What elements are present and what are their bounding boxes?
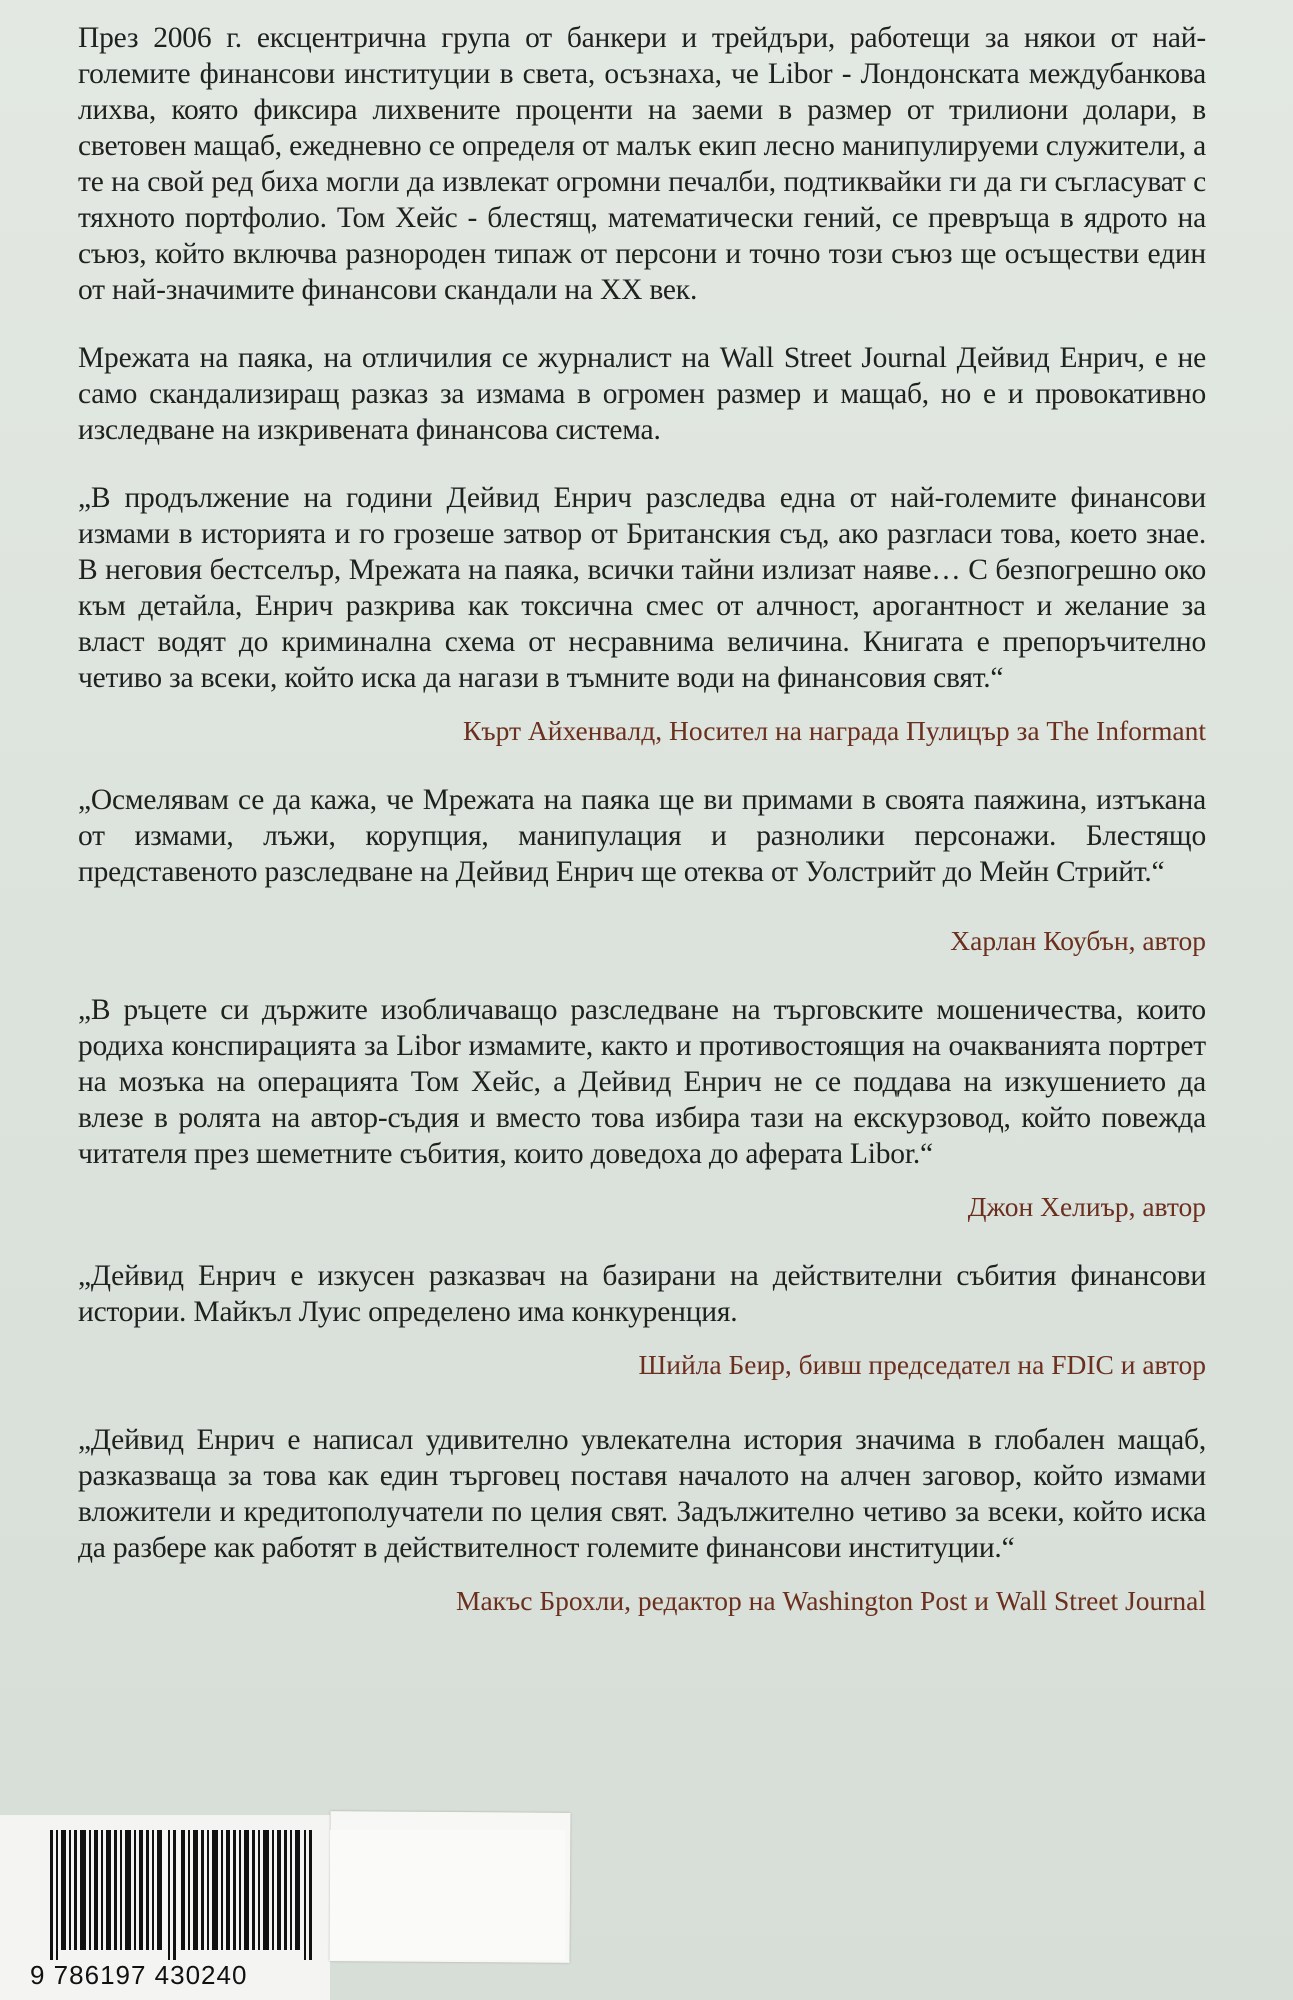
review-quote: „В продължение на години Дейвид Енрич разследва една от най-големите финансови измами в историята и го грозеше затвор от Британския съд, ако разгласи това, което знае. В неговия бестселър, Мрежата на паяка, всички тайни излизат наяве… С безпогрешно око към детайла, Енрич разкрива как токсична смес от алчност, арогантност и желание за власт водят до криминална схема от несравнима величина. Книгата е препоръчително четиво за всеки, който иска да нагази в тъмните води на финансовия свят.“ [78,482,1206,694]
review-quote: „Дейвид Енрич е написал удивително увлекателна история значима в глобален мащаб, разказваща за това как един търговец поставя началото на алчен заговор, който измами вложители и кредитополучатели по целия свят. Задължително четиво за всеки, който иска да разбере как работят в действителност големите финансови институции.“ [78,1424,1206,1564]
review-quote: „Осмелявам се да кажа, че Мрежата на паяка ще ви примами в своята паяжина, изтъкана от измами, лъжи, корупция, манипулация и разнолики персонажи. Блестящо представеното разследване на Дейвид Енрич ще отеква от Уолстрийт до Мейн Стрийт.“ [78,784,1206,888]
review-author: Макъс Брохли, редактор на Washington Post и Wall Street Journal [456,1585,1206,1616]
description-paragraph-2: Мрежата на паяка, на отличилия се журналист на Wall Street Journal Дейвид Енрич, е не само скандализиращ разказ за измама в огромен размер и мащаб, но е и провокативно изследване на изкривената финансова система. [78,342,1206,446]
review-quote: „В ръцете си държите изобличаващо разследване на търговските мошеничества, които родиха конспирацията за Libor измамите, както и противостоящия на очакванията портрет на мозъка на операцията Том Хейс, а Дейвид Енрич не се поддава на изкушението да влезе в ролята на автор-съдия и вместо това избира тази на екскурзовод, който повежда читателя през шеметните събития, които доведоха до аферата Libor.“ [78,994,1206,1170]
review-quote: „Дейвид Енрич е изкусен разказвач на базирани на действителни събития финансови истории. Майкъл Луис определено има конкуренция. [78,1260,1206,1328]
back-cover-text [78,20,1206,1618]
barcode-icon [50,1830,320,1960]
description-paragraph-1: През 2006 г. ексцентрична група от банкери и трейдъри, работещи за някои от най-големите финансови институции в света, осъзнаха, че Libor - Лондонската междубанкова лихва, която фиксира лихвените проценти на заеми в размер от трилиони долари, в световен мащаб, ежедневно се определя от малък екип лесно манипулируеми служители, а те на свой ред биха могли да извлекат огромни печалби, подтиквайки ги да ги съгласуват с тяхното портфолио. Том Хейс - блестящ, математически гений, се превръща в ядрото на съюз, който включва разнороден типаж от персони и точно този съюз ще осъществи един от най-значимите финансови скандали на XX век. [78,22,1207,306]
review-author: Джон Хелиър, автор [967,1191,1206,1222]
review-author: Харлан Коубън, автор [950,925,1206,956]
isbn-digits: 9 786197 430240 [30,1960,248,1990]
review-author: Кърт Айхенвалд, Носител на награда Пулицър за The Informant [463,715,1206,746]
review-author: Шийла Беир, бивш председател на FDIC и автор [638,1349,1206,1380]
price-sticker-overlay [330,1830,565,1960]
